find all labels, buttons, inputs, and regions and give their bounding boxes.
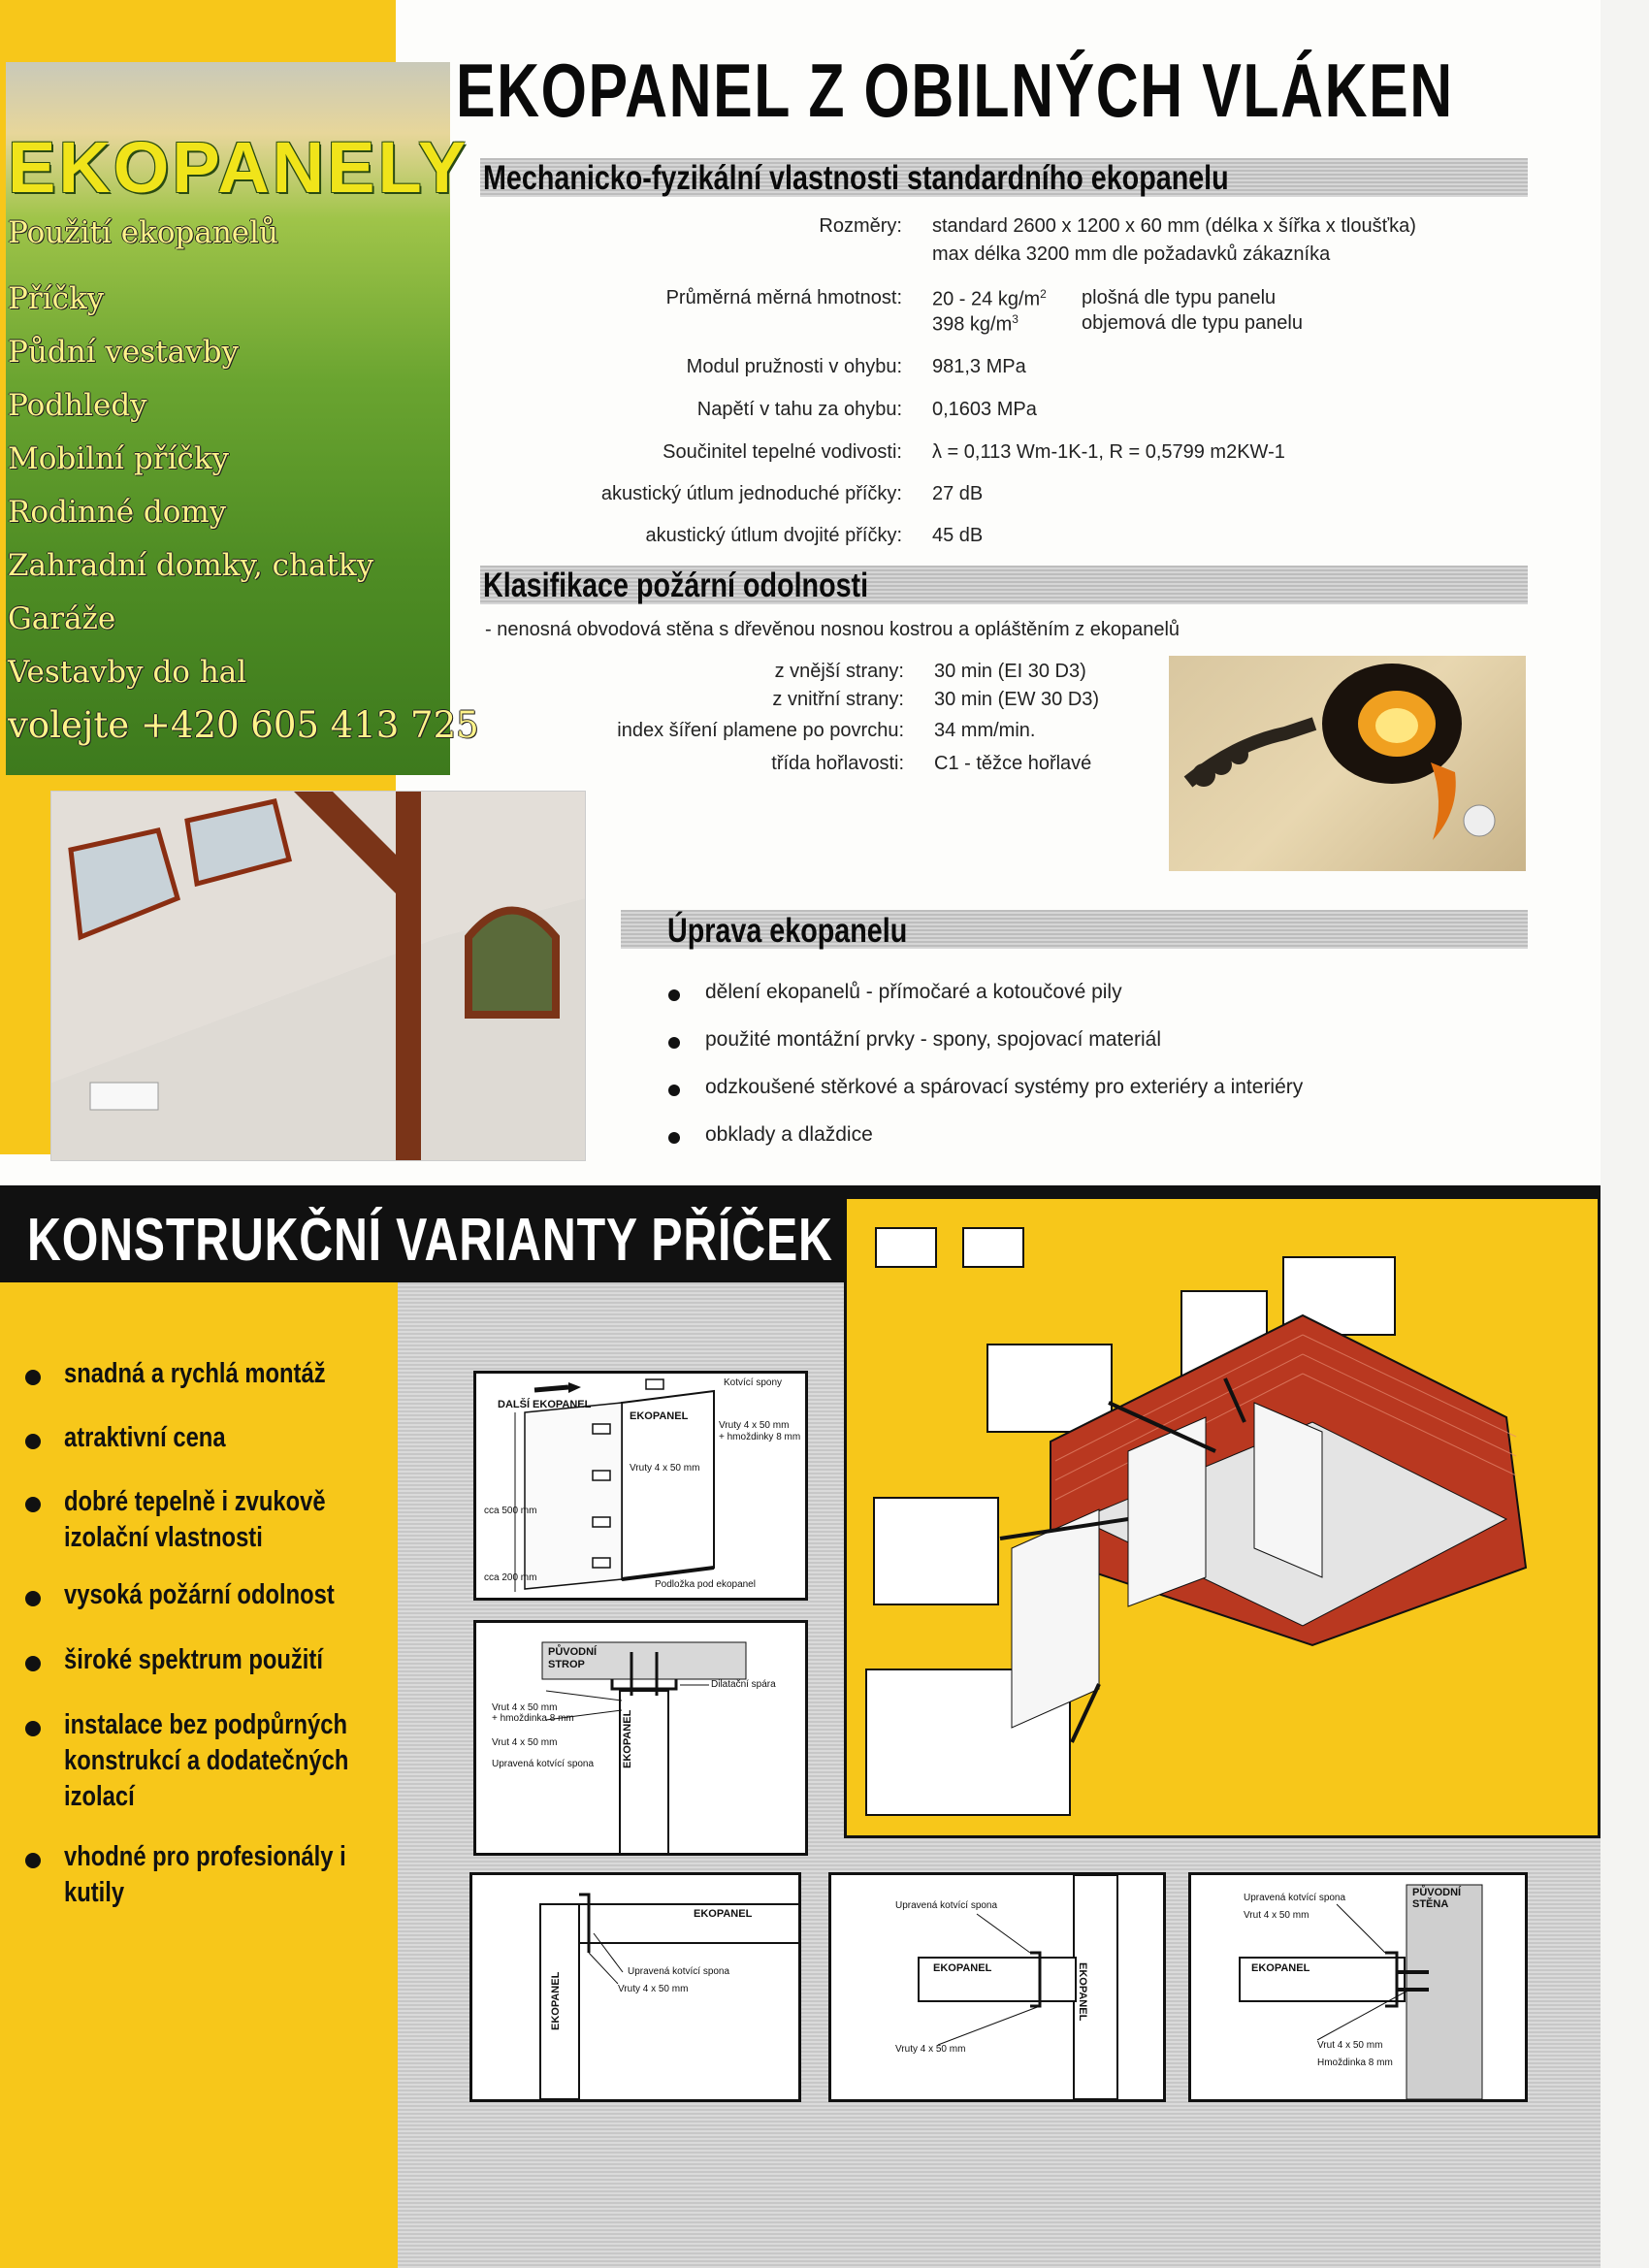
prop-label: akustický útlum jednoduché příčky:	[600, 483, 902, 504]
label: STROP	[548, 1659, 585, 1670]
label: Kotvící spony	[724, 1377, 783, 1388]
brand-logo: EKOPANELY	[8, 127, 469, 208]
diagram-panel-install	[473, 1371, 808, 1601]
sidebar-item: Mobilní příčky	[8, 441, 230, 476]
label: Vrut 4 x 50 mm	[492, 1737, 558, 1748]
prop-label: Průměrná měrná hmotnost:	[665, 287, 902, 308]
label: DALŠÍ EKOPANEL	[498, 1399, 592, 1410]
diagram-wall-assembly	[844, 1196, 1600, 1838]
prop-value: 45 dB	[932, 525, 984, 546]
fire-heading: Klasifikace požární odolnosti	[483, 567, 869, 604]
label: Vruty 4 x 50 mm	[630, 1463, 700, 1474]
treatment-item: odzkoušené stěrkové a spárovací systémy pro exteriéry a interiéry	[705, 1076, 1304, 1098]
sidebar-item: Zahradní domky, chatky	[8, 548, 374, 583]
label: Vruty 4 x 50 mm	[895, 2044, 966, 2055]
benefit-item: instalace bez podpůrných konstrukcí a dodatečných izolací	[64, 1709, 349, 1812]
label: EKOPANEL	[550, 1971, 562, 2030]
label: EKOPANEL	[1077, 1962, 1088, 2022]
fire-value: 34 mm/min.	[934, 720, 1036, 741]
prop-value: plošná dle typu panelu	[1082, 287, 1277, 308]
label: Podložka pod ekopanel	[655, 1579, 756, 1590]
benefit-item: atraktivní cena	[64, 1422, 226, 1453]
label: EKOPANEL	[694, 1908, 753, 1920]
label: + hmoždinka 8 mm	[492, 1713, 574, 1724]
right-margin	[1600, 0, 1649, 2268]
prop-value: 0,1603 MPa	[932, 399, 1037, 420]
label: cca 500 mm	[484, 1506, 537, 1516]
sidebar-item: Vestavby do hal	[8, 655, 247, 690]
fire-value: 30 min (EI 30 D3)	[934, 661, 1086, 682]
label: Upravená kotvící spona	[1244, 1893, 1346, 1903]
prop-label: Součinitel tepelné vodivosti:	[663, 441, 902, 463]
label: Upravená kotvící spona	[628, 1966, 730, 1977]
bullet-icon	[25, 1721, 41, 1736]
label: STĚNA	[1412, 1898, 1449, 1910]
label: EKOPANEL	[1251, 1962, 1310, 1974]
fire-intro: - nenosná obvodová stěna s dřevěnou nosnou kostrou a opláštěním z ekopanelů	[485, 619, 1180, 640]
benefit-item: široké spektrum použití	[64, 1644, 323, 1675]
sidebar-heading: Použití ekopanelů	[8, 215, 279, 250]
prop-label: Modul pružnosti v ohybu:	[686, 356, 902, 377]
fire-test-photo	[1169, 656, 1526, 871]
prop-value: λ = 0,113 Wm-1K-1, R = 0,5799 m2KW-1	[932, 441, 1285, 463]
label: Vruty 4 x 50 mm	[719, 1420, 790, 1431]
prop-value: max délka 3200 mm dle požadavků zákazníka	[932, 243, 1331, 265]
bullet-icon	[668, 989, 680, 1001]
prop-value: objemová dle typu panelu	[1082, 312, 1303, 334]
prop-value: 27 dB	[932, 483, 984, 504]
bullet-icon	[668, 1085, 680, 1096]
treatment-item: obklady a dlaždice	[705, 1123, 873, 1146]
bullet-icon	[25, 1656, 41, 1671]
label: EKOPANEL	[630, 1410, 689, 1422]
sidebar-phone: volejte +420 605 413 725	[8, 704, 479, 746]
label: Vrut 4 x 50 mm	[492, 1702, 558, 1713]
treatment-item: použité montážní prvky - spony, spojovací materiál	[705, 1028, 1161, 1051]
fire-label: z vnější strany:	[774, 661, 904, 682]
label: Hmoždinka 8 mm	[1317, 2057, 1393, 2068]
benefit-item: vysoká požární odolnost	[64, 1579, 335, 1610]
prop-value: 398 $kg/m^3$	[932, 312, 1018, 336]
label: Upravená kotvící spona	[895, 1900, 998, 1911]
diagram-corner-joint	[469, 1872, 801, 2102]
label: EKOPANEL	[933, 1962, 992, 1974]
attic-interior-photo	[50, 791, 586, 1161]
variants-heading: KONSTRUKČNÍ VARIANTY PŘÍČEK	[27, 1207, 833, 1274]
fire-label: z vnitřní strany:	[772, 689, 904, 710]
prop-value: 981,3 MPa	[932, 356, 1026, 377]
sidebar-item: Rodinné domy	[8, 495, 227, 530]
label: EKOPANEL	[622, 1709, 633, 1768]
prop-label: akustický útlum dvojité příčky:	[645, 525, 902, 546]
label: Upravená kotvící spona	[492, 1759, 595, 1769]
prop-value: standard 2600 x 1200 x 60 mm (délka x šířka x tloušťka)	[932, 215, 1416, 237]
diagram-wall-joint	[1188, 1872, 1528, 2102]
sidebar-item: Příčky	[8, 281, 105, 316]
bullet-icon	[25, 1853, 41, 1868]
bullet-icon	[25, 1434, 41, 1449]
page-title: EKOPANEL Z OBILNÝCH VLÁKEN	[456, 48, 1454, 133]
treatment-item: dělení ekopanelů - přímočaré a kotoučové pily	[705, 981, 1122, 1003]
sidebar-item: Podhledy	[8, 388, 147, 423]
prop-value: 20 - 24 $kg/m^2$	[932, 287, 1047, 310]
label: Vrut 4 x 50 mm	[1317, 2040, 1383, 2051]
diagram-ceiling-joint	[473, 1620, 808, 1856]
label: cca 200 mm	[484, 1572, 537, 1583]
bullet-icon	[668, 1132, 680, 1144]
label: PŮVODNÍ	[1412, 1887, 1462, 1898]
label: + hmoždinky 8 mm	[719, 1432, 801, 1442]
treatment-heading: Úprava ekopanelu	[667, 912, 908, 950]
diagram-t-joint	[828, 1872, 1166, 2102]
bullet-icon	[668, 1037, 680, 1049]
fire-value: 30 min (EW 30 D3)	[934, 689, 1100, 710]
label: Vrut 4 x 50 mm	[1244, 1910, 1310, 1921]
fire-label: třída hořlavosti:	[771, 753, 904, 774]
label: Vruty 4 x 50 mm	[618, 1984, 689, 1994]
sidebar-item: Půdní vestavby	[8, 335, 239, 370]
benefit-item: snadná a rychlá montáž	[64, 1358, 326, 1389]
label: Dilatační spára	[711, 1679, 776, 1690]
fire-label: index šíření plamene po povrchu:	[617, 720, 904, 741]
prop-label: Napětí v tahu za ohybu:	[696, 399, 902, 420]
mech-heading: Mechanicko-fyzikální vlastnosti standardního ekopanelu	[483, 159, 1229, 197]
benefit-item: vhodné pro profesionály i kutily	[64, 1841, 346, 1908]
fire-value: C1 - těžce hořlavé	[934, 753, 1092, 774]
bullet-icon	[25, 1591, 41, 1606]
bullet-icon	[25, 1370, 41, 1385]
prop-label: Rozměry:	[819, 215, 902, 237]
bullet-icon	[25, 1497, 41, 1512]
sidebar-item: Garáže	[8, 601, 116, 636]
label: PŮVODNÍ	[548, 1646, 598, 1658]
benefit-item: dobré tepelně i zvukově izolační vlastnosti	[64, 1486, 326, 1553]
